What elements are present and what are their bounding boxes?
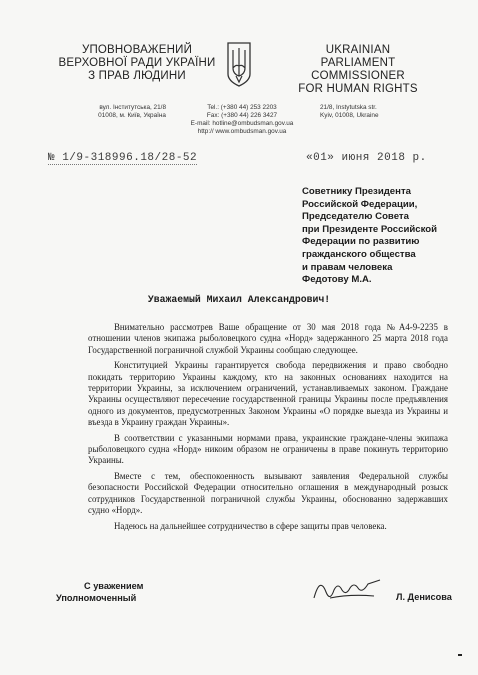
handwritten-signature bbox=[300, 568, 390, 608]
letter-body bbox=[88, 322, 448, 536]
salutation: Уважаемый Михаил Александрович! bbox=[147, 294, 331, 305]
letterhead-line: FOR HUMAN RIGHTS bbox=[298, 83, 418, 95]
closing-block bbox=[56, 580, 143, 604]
body-paragraph: Надеюсь на дальнейшее сотрудничество в сфере защиты прав человека. bbox=[114, 520, 387, 531]
addressee-line: Федерации по развитию bbox=[302, 236, 420, 248]
email-line: E-mail: hotline@ombudsman.gov.ua bbox=[190, 120, 294, 127]
phone-line: Tel.: (+380 44) 253 2203 bbox=[207, 104, 277, 111]
body-paragraph: В соответствии с указанными нормами права, украинские граждане-члены экипажа рыболовецкого судна «Норд» никоим образом не ограничены в праве покинуть территорию Украины. bbox=[88, 432, 448, 466]
addressee-line: гражданского общества bbox=[302, 248, 416, 260]
signer-name: Л. Денисова bbox=[396, 592, 452, 602]
contact-block bbox=[183, 104, 301, 136]
trident-emblem-icon bbox=[225, 40, 253, 88]
letterhead-line: PARLIAMENT COMMISSIONER bbox=[311, 57, 405, 82]
addressee-line: Федотову М.А. bbox=[302, 274, 372, 286]
registration-date: «01» июня 2018 р. bbox=[306, 152, 427, 164]
scan-mark bbox=[458, 654, 462, 656]
addressee-line: при Президенте Российской bbox=[302, 223, 438, 235]
body-paragraph: Внимательно рассмотрев Ваше обращение от 30 мая 2018 года №А4-9-2235 в отношении членов экипажа рыболовецкого судна «Норд» задержанного 25 марта 2018 года Государственной пограничной службой Украины сообщаю следующее. bbox=[88, 322, 448, 355]
closing-line: Уполномоченный bbox=[56, 593, 137, 603]
body-paragraph: Вместе с тем, обеспокоенность вызывают заявления Федеральной службы безопасности Российской Федерации относительно оглашения в международный розыск сотрудников Государственной пограничной службы Украины, обоснованно задержавших судно «Норд». bbox=[88, 470, 448, 516]
closing-line: С уважением bbox=[84, 581, 144, 591]
letterhead-ukrainian bbox=[52, 44, 222, 83]
address-line: вул. Інститутська, 21/8 bbox=[99, 104, 166, 111]
address-ukrainian bbox=[76, 104, 166, 120]
addressee-line: Российской Федерации, bbox=[302, 198, 418, 210]
addressee-line: Председателю Совета bbox=[302, 211, 409, 223]
letterhead-line: УПОВНОВАЖЕНИЙ bbox=[81, 44, 193, 56]
addressee-line: Советнику Президента bbox=[302, 186, 411, 197]
body-paragraph: Конституцией Украины гарантируется свобода передвижения и право свободно покидать территорию Украины каждому, кто на законных основаниях находится на территории Украины, за исключением ограничений, устанавливаемых законом. Граждане Украины осуществляют пересечение государственной границы Украины после предъявления одного из документов, предусмотренных Законом Украины «О порядке выезда из Украины и въезда в Украину граждан Украины». bbox=[88, 360, 448, 428]
letterhead-line: UKRAINIAN bbox=[325, 44, 391, 56]
address-english bbox=[320, 104, 430, 120]
addressee-block bbox=[302, 186, 470, 287]
registration-number: № 1/9-318996.18/28-52 bbox=[48, 152, 198, 164]
address-line: 01008, м. Київ, Україна bbox=[98, 112, 166, 119]
letterhead-line: З ПРАВ ЛЮДИНИ bbox=[88, 70, 186, 82]
fax-line: Fax: (+380 44) 226 3427 bbox=[206, 112, 278, 119]
addressee-line: и правам человека bbox=[302, 261, 393, 273]
address-line: Kyiv, 01008, Ukraine bbox=[320, 112, 379, 119]
website-line: http:// www.ombudsman.gov.ua bbox=[197, 128, 287, 135]
letterhead-english bbox=[278, 44, 438, 96]
address-line: 21/8, Instytutska str. bbox=[320, 104, 377, 111]
letterhead-line: ВЕРХОВНОЇ РАДИ УКРАЇНИ bbox=[58, 57, 216, 69]
